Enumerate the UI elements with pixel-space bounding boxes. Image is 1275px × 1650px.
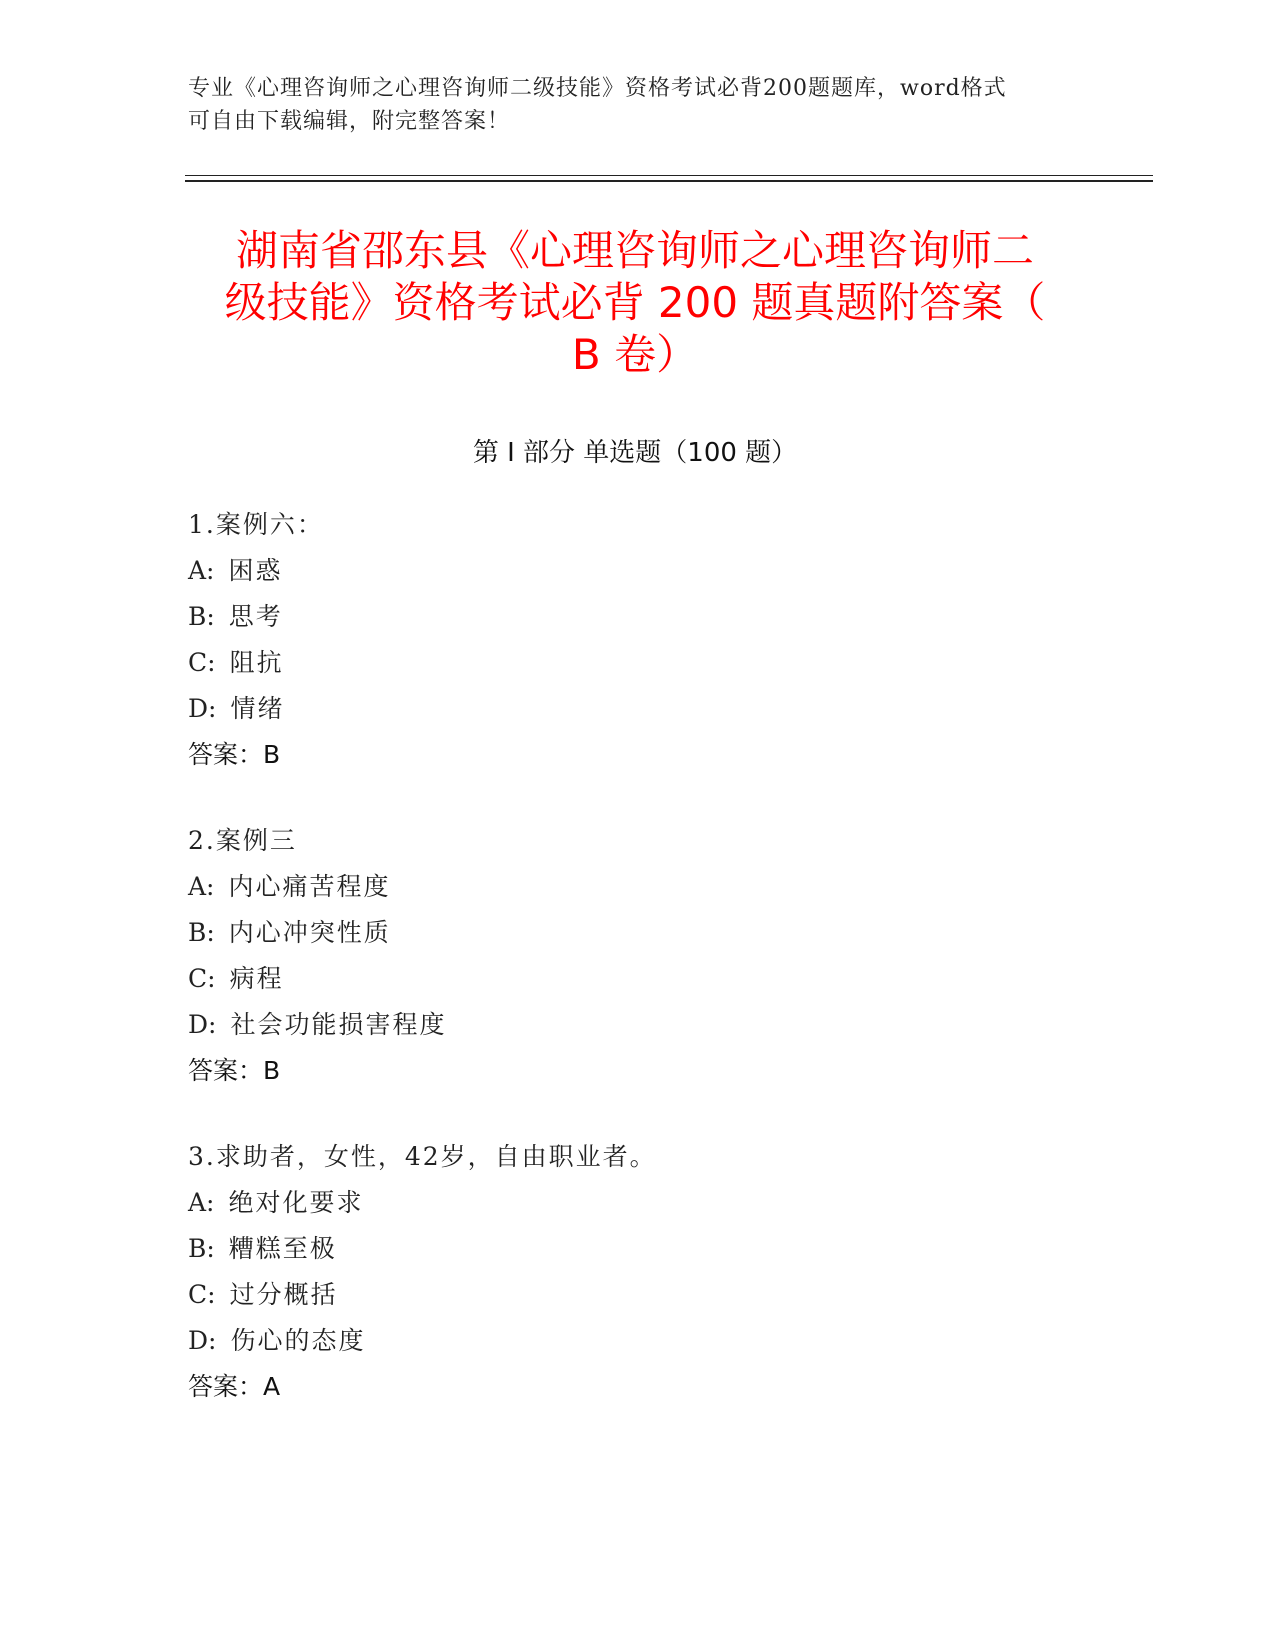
header-note-line-1: 专业《心理咨询师之心理咨询师二级技能》资格考试必背200题题库，word格式 <box>188 76 1007 101</box>
document-title-line-3: B 卷） <box>571 330 699 379</box>
question-stem: 2.案例三 <box>188 826 297 855</box>
option-label: D: <box>188 1010 217 1039</box>
option-text: 病程 <box>229 964 284 993</box>
option-text: 内心冲突性质 <box>228 918 391 947</box>
option-text: 阻抗 <box>229 648 284 677</box>
header-divider-thick <box>185 180 1153 182</box>
header-divider-thin <box>185 175 1153 176</box>
option-text: 情绪 <box>230 694 285 723</box>
option-c <box>188 1272 1088 1318</box>
option-label: B: <box>188 602 215 631</box>
answer-line: 答案：A <box>188 1372 281 1401</box>
question-2 <box>188 818 1088 1094</box>
option-label: C: <box>188 964 216 993</box>
option-b <box>188 1226 1088 1272</box>
answer-line: 答案：B <box>188 740 281 769</box>
option-d <box>188 686 1088 732</box>
answer-line: 答案：B <box>188 1056 281 1085</box>
option-c <box>188 640 1088 686</box>
option-label: B: <box>188 918 215 947</box>
option-b <box>188 910 1088 956</box>
option-text: 过分概括 <box>229 1280 338 1309</box>
document-title-line-1: 湖南省邵东县《心理咨询师之心理咨询师二 <box>235 226 1034 275</box>
option-label: D: <box>188 1326 217 1355</box>
option-a <box>188 548 1088 594</box>
question-1 <box>188 502 1088 778</box>
option-label: C: <box>188 648 216 677</box>
option-d <box>188 1002 1088 1048</box>
option-text: 社会功能损害程度 <box>230 1010 447 1039</box>
option-label: A: <box>188 556 215 585</box>
document-title-line-2: 级技能》资格考试必背 200 题真题附答案（ <box>224 278 1046 327</box>
option-text: 内心痛苦程度 <box>228 872 391 901</box>
document-title <box>185 225 1085 381</box>
option-label: D: <box>188 694 217 723</box>
option-label: A: <box>188 872 215 901</box>
option-c <box>188 956 1088 1002</box>
question-3 <box>188 1134 1088 1410</box>
option-label: B: <box>188 1234 215 1263</box>
option-label: C: <box>188 1280 216 1309</box>
section-heading: 第 I 部分 单选题（100 题） <box>472 438 798 468</box>
question-stem: 1.案例六： <box>188 510 324 539</box>
option-d <box>188 1318 1088 1364</box>
header-note-line-2: 可自由下载编辑，附完整答案！ <box>188 109 511 134</box>
option-b <box>188 594 1088 640</box>
question-stem: 3.求助者，女性，42岁，自由职业者。 <box>188 1142 657 1171</box>
option-text: 困惑 <box>228 556 283 585</box>
option-a <box>188 1180 1088 1226</box>
option-a <box>188 864 1088 910</box>
option-text: 绝对化要求 <box>228 1188 364 1217</box>
option-text: 糟糕至极 <box>228 1234 337 1263</box>
option-label: A: <box>188 1188 215 1217</box>
header-note <box>188 72 1068 138</box>
option-text: 思考 <box>228 602 283 631</box>
option-text: 伤心的态度 <box>230 1326 366 1355</box>
